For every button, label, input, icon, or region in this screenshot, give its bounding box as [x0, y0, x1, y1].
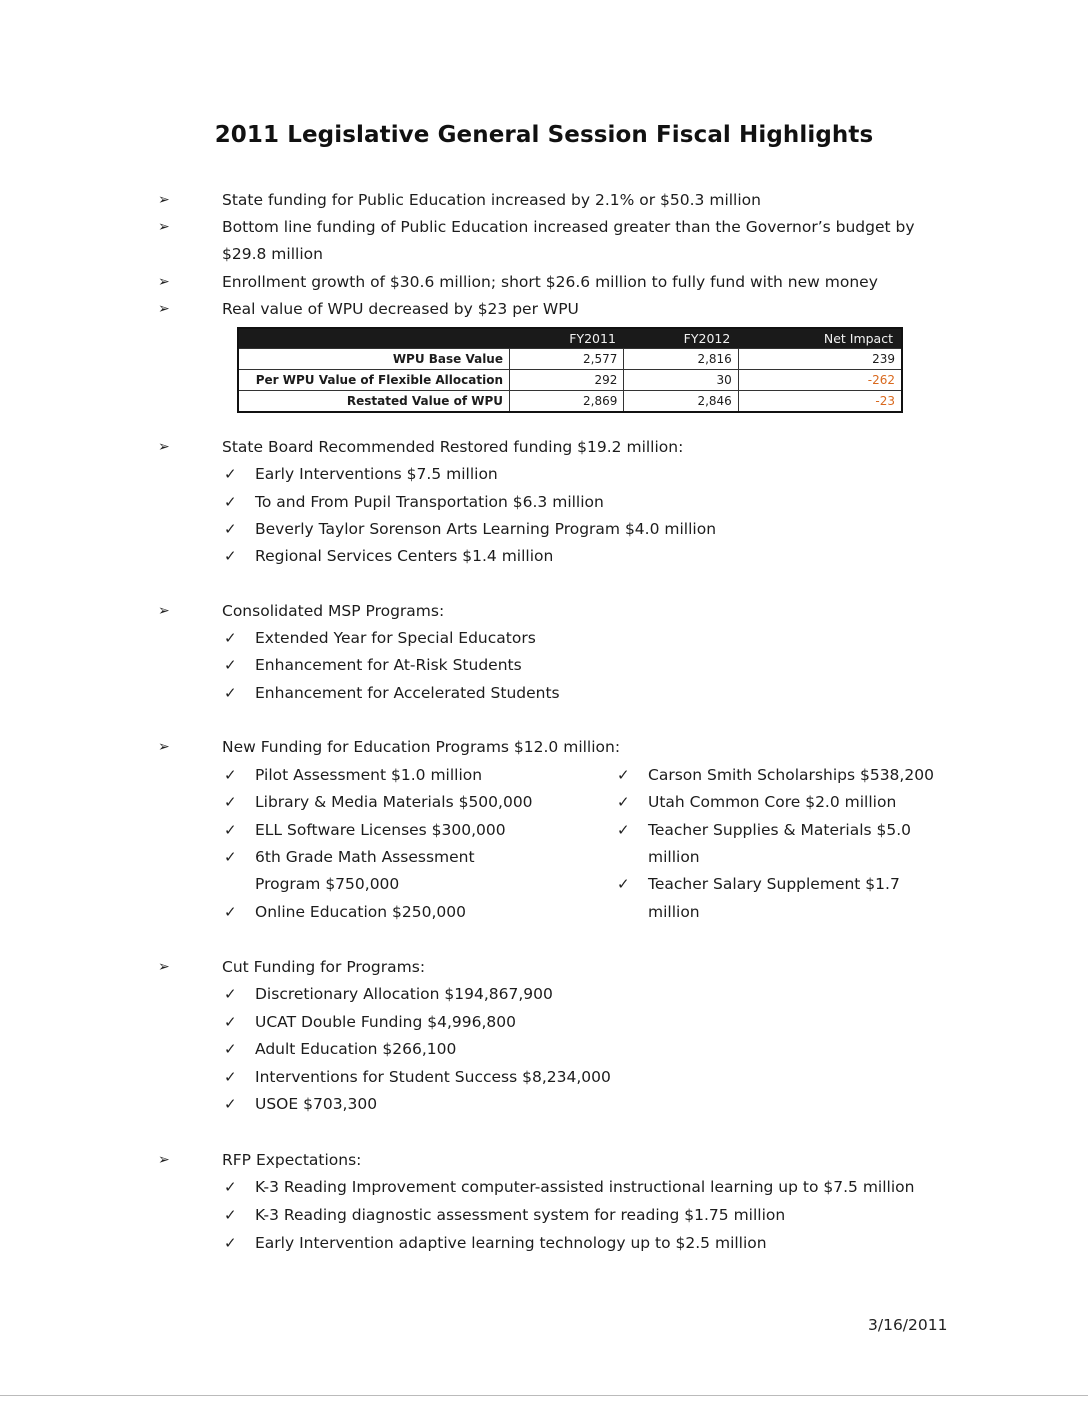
- list-item-text: K-3 Reading Improvement computer-assisted instructional learning up to $7.5 million: [255, 1178, 915, 1196]
- list-item-text: million: [648, 903, 700, 921]
- list-item-text: Enhancement for At-Risk Students: [255, 656, 522, 674]
- table-cell-negative: -262: [738, 370, 902, 391]
- list-item-text: Program $750,000: [255, 875, 400, 893]
- table-row: [238, 391, 902, 413]
- section-heading-text: State Board Recommended Restored funding $19.2 million:: [222, 438, 684, 456]
- bullet-text: Bottom line funding of Public Education increased greater than the Governor’s budget by: [222, 218, 915, 236]
- arrow-bullet-icon: ➢: [158, 219, 170, 235]
- list-item-text: Extended Year for Special Educators: [255, 629, 536, 647]
- bullet-text: $29.8 million: [222, 245, 323, 263]
- section-heading-text: Consolidated MSP Programs:: [222, 602, 445, 620]
- list-item-text: Interventions for Student Success $8,234,000: [255, 1068, 611, 1086]
- list-item-text: Online Education $250,000: [255, 903, 466, 921]
- arrow-bullet-icon: ➢: [158, 739, 170, 755]
- bullet-text: State funding for Public Education increased by 2.1% or $50.3 million: [222, 191, 761, 209]
- check-icon: ✓: [224, 547, 237, 565]
- table-cell: 292: [510, 370, 624, 391]
- table-row-label: WPU Base Value: [238, 349, 510, 370]
- list-item-text: Regional Services Centers $1.4 million: [255, 547, 554, 565]
- check-icon: ✓: [617, 766, 630, 784]
- check-icon: ✓: [224, 465, 237, 483]
- check-icon: ✓: [224, 1178, 237, 1196]
- list-item-text: 6th Grade Math Assessment: [255, 848, 475, 866]
- list-item-text: UCAT Double Funding $4,996,800: [255, 1013, 517, 1031]
- section-heading-text: Cut Funding for Programs:: [222, 958, 426, 976]
- list-item-text: Discretionary Allocation $194,867,900: [255, 985, 553, 1003]
- list-item-text: ELL Software Licenses $300,000: [255, 821, 506, 839]
- check-icon: ✓: [617, 793, 630, 811]
- section-heading-text: RFP Expectations:: [222, 1151, 362, 1169]
- check-icon: ✓: [224, 793, 237, 811]
- check-icon: ✓: [224, 520, 237, 538]
- list-item-text: Carson Smith Scholarships $538,200: [648, 766, 934, 784]
- check-icon: ✓: [224, 903, 237, 921]
- section-heading-text: New Funding for Education Programs $12.0 million:: [222, 738, 621, 756]
- check-icon: ✓: [224, 684, 237, 702]
- table-header-row: [238, 328, 902, 349]
- check-icon: ✓: [224, 1013, 237, 1031]
- check-icon: ✓: [617, 821, 630, 839]
- check-icon: ✓: [224, 1234, 237, 1252]
- list-item-text: To and From Pupil Transportation $6.3 million: [255, 493, 604, 511]
- list-item-text: Early Intervention adaptive learning technology up to $2.5 million: [255, 1234, 767, 1252]
- check-icon: ✓: [224, 493, 237, 511]
- table-row: [238, 349, 902, 370]
- table-row: [238, 370, 902, 391]
- check-icon: ✓: [224, 821, 237, 839]
- list-item-text: Teacher Salary Supplement $1.7: [648, 875, 900, 893]
- arrow-bullet-icon: ➢: [158, 603, 170, 619]
- list-item-text: million: [648, 848, 700, 866]
- arrow-bullet-icon: ➢: [158, 959, 170, 975]
- table-header-cell: FY2011: [510, 328, 624, 349]
- check-icon: ✓: [224, 766, 237, 784]
- table-cell: 239: [738, 349, 902, 370]
- page-title: 2011 Legislative General Session Fiscal Highlights: [214, 122, 874, 148]
- check-icon: ✓: [224, 985, 237, 1003]
- table-header-cell: Net Impact: [738, 328, 902, 349]
- list-item-text: Beverly Taylor Sorenson Arts Learning Program $4.0 million: [255, 520, 717, 538]
- list-item-text: Library & Media Materials $500,000: [255, 793, 533, 811]
- list-item-text: Utah Common Core $2.0 million: [648, 793, 897, 811]
- wpu-value-table: [237, 327, 903, 413]
- check-icon: ✓: [224, 1068, 237, 1086]
- check-icon: ✓: [617, 875, 630, 893]
- list-item-text: USOE $703,300: [255, 1095, 378, 1113]
- document-date: 3/16/2011: [868, 1316, 948, 1334]
- arrow-bullet-icon: ➢: [158, 1152, 170, 1168]
- table-cell: 30: [624, 370, 738, 391]
- list-item-text: K-3 Reading diagnostic assessment system for reading $1.75 million: [255, 1206, 786, 1224]
- table-header-cell: [238, 328, 510, 349]
- arrow-bullet-icon: ➢: [158, 301, 170, 317]
- page-bottom-edge: [0, 1395, 1088, 1396]
- table-cell: 2,869: [510, 391, 624, 413]
- check-icon: ✓: [224, 629, 237, 647]
- check-icon: ✓: [224, 1095, 237, 1113]
- table-row-label: Restated Value of WPU: [238, 391, 510, 413]
- table-cell: 2,577: [510, 349, 624, 370]
- table-cell-negative: -23: [738, 391, 902, 413]
- list-item-text: Pilot Assessment $1.0 million: [255, 766, 483, 784]
- arrow-bullet-icon: ➢: [158, 274, 170, 290]
- table-cell: 2,816: [624, 349, 738, 370]
- check-icon: ✓: [224, 1206, 237, 1224]
- bullet-text: Real value of WPU decreased by $23 per WPU: [222, 300, 579, 318]
- check-icon: ✓: [224, 848, 237, 866]
- arrow-bullet-icon: ➢: [158, 192, 170, 208]
- table-cell: 2,846: [624, 391, 738, 413]
- list-item-text: Early Interventions $7.5 million: [255, 465, 498, 483]
- list-item-text: Adult Education $266,100: [255, 1040, 457, 1058]
- arrow-bullet-icon: ➢: [158, 439, 170, 455]
- table-row-label: Per WPU Value of Flexible Allocation: [238, 370, 510, 391]
- bullet-text: Enrollment growth of $30.6 million; short $26.6 million to fully fund with new money: [222, 273, 878, 291]
- table-header-cell: FY2012: [624, 328, 738, 349]
- list-item-text: Teacher Supplies & Materials $5.0: [648, 821, 912, 839]
- list-item-text: Enhancement for Accelerated Students: [255, 684, 560, 702]
- check-icon: ✓: [224, 656, 237, 674]
- check-icon: ✓: [224, 1040, 237, 1058]
